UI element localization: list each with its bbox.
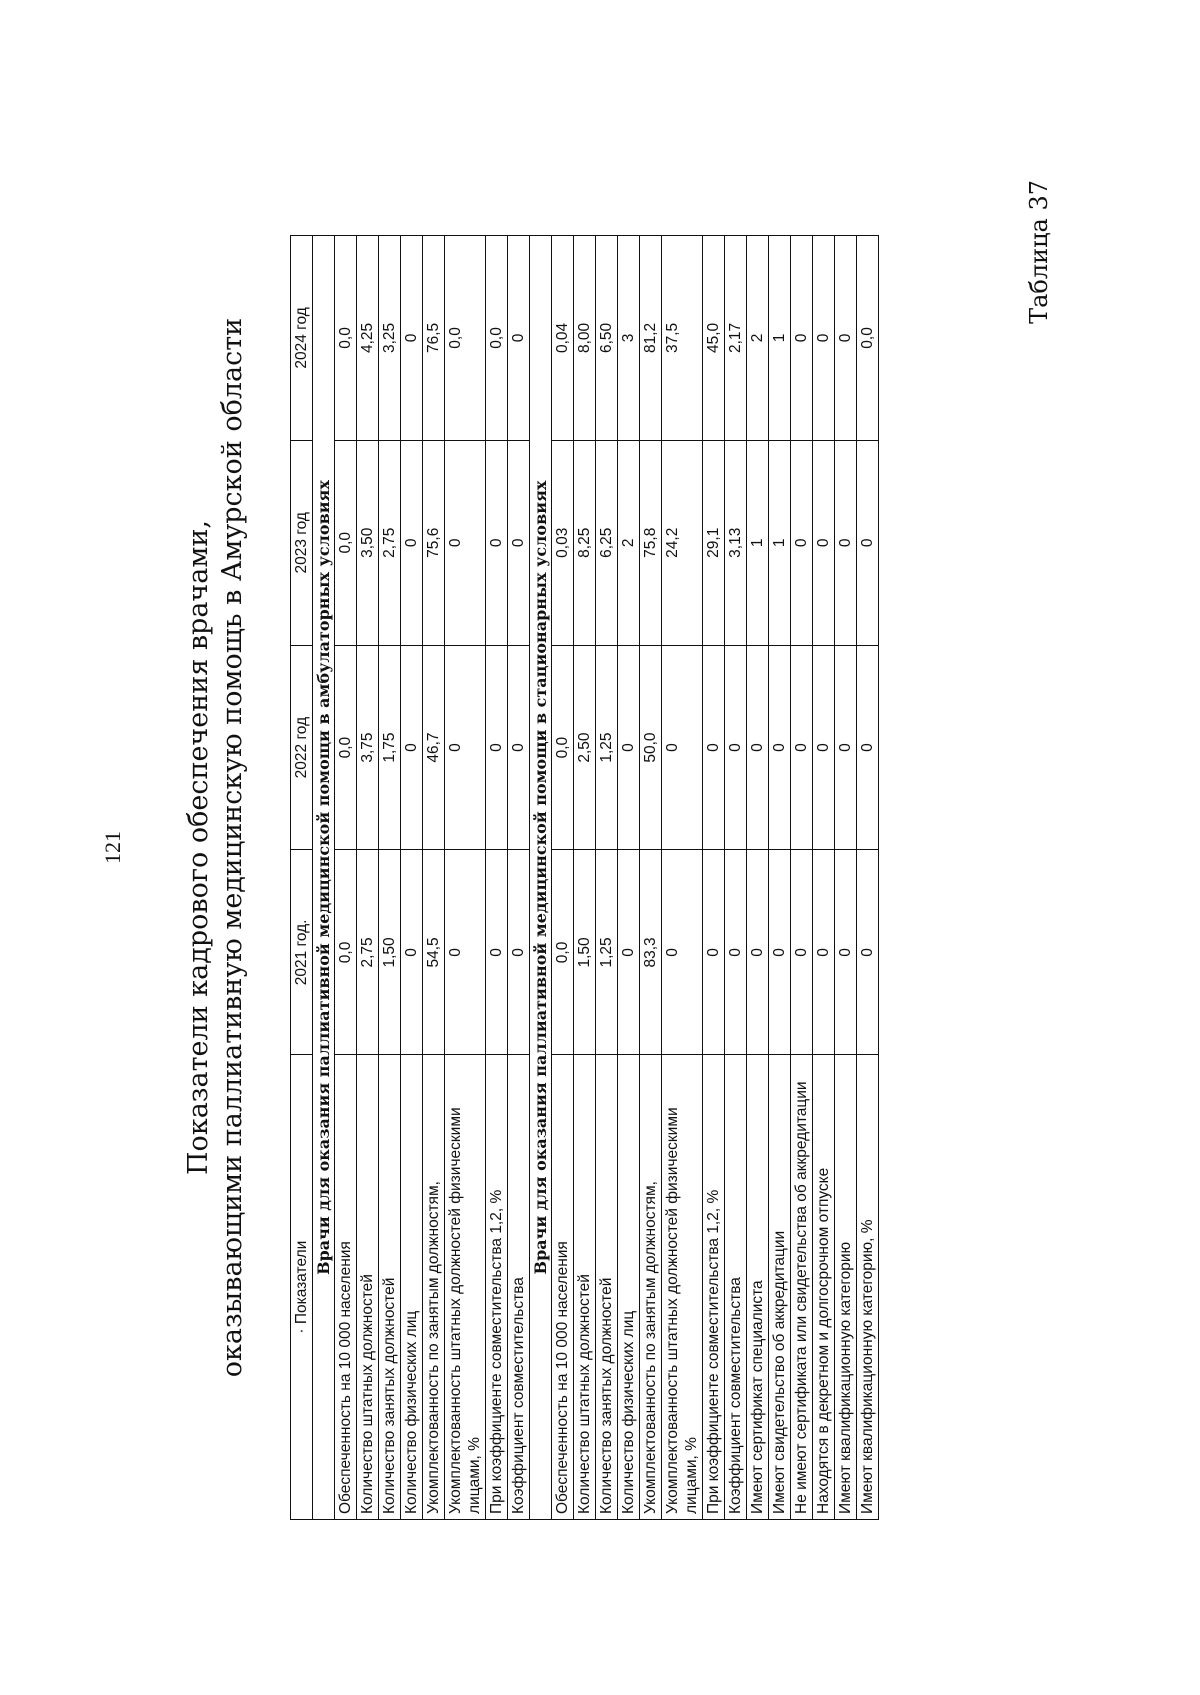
row-value: 0 [835, 236, 857, 441]
row-value: 0 [401, 236, 423, 441]
page-number: 121 [100, 831, 125, 864]
row-value: 0,0 [335, 850, 357, 1055]
row-value: 0 [725, 645, 747, 850]
table-row [401, 236, 423, 1520]
row-value: 0 [725, 850, 747, 1055]
row-value: 0 [703, 645, 725, 850]
row-value: 2 [747, 236, 769, 441]
row-value: 0 [791, 645, 813, 850]
row-label: Имеют свидетельство об аккредитации [769, 1055, 791, 1520]
table-row [574, 236, 596, 1520]
row-value: 0 [813, 645, 835, 850]
row-value: 6,25 [596, 440, 618, 645]
row-value: 0 [791, 850, 813, 1055]
row-value: 0 [486, 440, 508, 645]
table-row [486, 236, 508, 1520]
row-label: Количество физических лиц [401, 1055, 423, 1520]
row-value: 0,0 [445, 236, 486, 441]
table-row [508, 236, 530, 1520]
row-value: 0 [857, 645, 879, 850]
header-row [291, 236, 313, 1520]
row-value: 0 [835, 440, 857, 645]
table-row [596, 236, 618, 1520]
row-value: 75,6 [423, 440, 445, 645]
table-row [662, 236, 703, 1520]
section-row [530, 236, 552, 1520]
table-row [379, 236, 401, 1520]
document-title [182, 0, 250, 1695]
row-value: 1,50 [379, 850, 401, 1055]
row-label: Находятся в декретном и долгосрочном отпуске [813, 1055, 835, 1520]
row-label: Количество штатных должностей [357, 1055, 379, 1520]
row-label: Укомплектованность штатных должностей физическими лицами, % [445, 1055, 486, 1520]
title-line-2: оказывающими паллиативную медицинскую помощь в Амурской области [217, 317, 248, 1378]
row-label: Укомплектованность штатных должностей физическими лицами, % [662, 1055, 703, 1520]
header-2021: 2021 год. [291, 850, 313, 1055]
row-value: 0,0 [335, 440, 357, 645]
row-value: 46,7 [423, 645, 445, 850]
row-value: 1,75 [379, 645, 401, 850]
row-value: 0 [662, 645, 703, 850]
row-value: 0 [508, 645, 530, 850]
row-value: 0 [508, 440, 530, 645]
header-2024: 2024 год [291, 236, 313, 441]
row-value: 0 [401, 645, 423, 850]
row-value: 1,50 [574, 850, 596, 1055]
row-value: 2,50 [574, 645, 596, 850]
row-value: 4,25 [357, 236, 379, 441]
row-value: 24,2 [662, 440, 703, 645]
row-value: 2,75 [357, 850, 379, 1055]
row-value: 3,13 [725, 440, 747, 645]
row-value: 0 [445, 850, 486, 1055]
row-value: 0 [445, 645, 486, 850]
section-title: Врачи для оказания паллиативной медицинской помощи в стационарных условиях [530, 236, 552, 1520]
row-value: 2 [618, 440, 640, 645]
row-value: 0 [835, 850, 857, 1055]
row-value: 0 [618, 850, 640, 1055]
row-value: 0 [791, 236, 813, 441]
table-row [423, 236, 445, 1520]
row-label: Количество занятых должностей [379, 1055, 401, 1520]
table-label: Таблица 37 [1025, 180, 1053, 324]
row-label: Обеспеченность на 10 000 населения [552, 1055, 574, 1520]
row-value: 81,2 [640, 236, 662, 441]
table-row [747, 236, 769, 1520]
row-value: 54,5 [423, 850, 445, 1055]
row-value: 3,50 [357, 440, 379, 645]
row-value: 75,8 [640, 440, 662, 645]
header-indicator: · Показатели [291, 1055, 313, 1520]
row-label: При коэффициенте совместительства 1,2, % [486, 1055, 508, 1520]
row-value: 3,25 [379, 236, 401, 441]
row-label: Обеспеченность на 10 000 населения [335, 1055, 357, 1520]
table-row [835, 236, 857, 1520]
section-row [313, 236, 335, 1520]
row-value: 0 [401, 440, 423, 645]
row-value: 0,04 [552, 236, 574, 441]
row-label: Количество занятых должностей [596, 1055, 618, 1520]
table-row [725, 236, 747, 1520]
row-value: 0 [791, 440, 813, 645]
table-row [769, 236, 791, 1520]
row-value: 0 [857, 850, 879, 1055]
row-value: 1 [769, 440, 791, 645]
row-value: 3,75 [357, 645, 379, 850]
row-value: 0 [835, 645, 857, 850]
row-label: Количество штатных должностей [574, 1055, 596, 1520]
header-2023: 2023 год [291, 440, 313, 645]
row-value: 29,1 [703, 440, 725, 645]
table-row [857, 236, 879, 1520]
row-value: 0,0 [335, 645, 357, 850]
row-value: 1 [769, 236, 791, 441]
row-value: 0,0 [335, 236, 357, 441]
row-value: 45,0 [703, 236, 725, 441]
row-value: 0 [769, 645, 791, 850]
row-label: Количество физических лиц [618, 1055, 640, 1520]
row-value: 0 [445, 440, 486, 645]
row-value: 0 [401, 850, 423, 1055]
row-value: 0,0 [552, 645, 574, 850]
row-value: 0 [703, 850, 725, 1055]
row-value: 1 [747, 440, 769, 645]
row-label: При коэффициенте совместительства 1,2, % [703, 1055, 725, 1520]
table-row [813, 236, 835, 1520]
table-row [335, 236, 357, 1520]
row-label: Не имеют сертификата или свидетельства об аккредитации [791, 1055, 813, 1520]
row-value: 0 [486, 645, 508, 850]
row-value: 37,5 [662, 236, 703, 441]
row-value: 0 [486, 850, 508, 1055]
row-value: 0 [769, 850, 791, 1055]
row-value: 0 [508, 850, 530, 1055]
title-line-1: Показатели кадрового обеспечения врачами, [183, 520, 214, 1175]
row-value: 0,0 [857, 236, 879, 441]
row-value: 0 [618, 645, 640, 850]
row-value: 0 [857, 440, 879, 645]
table-row [357, 236, 379, 1520]
row-value: 0,0 [552, 850, 574, 1055]
row-label: Имеют квалификационную категорию, % [857, 1055, 879, 1520]
row-value: 1,25 [596, 645, 618, 850]
row-value: 1,25 [596, 850, 618, 1055]
header-2022: 2022 год [291, 645, 313, 850]
row-value: 83,3 [640, 850, 662, 1055]
row-value: 0 [813, 850, 835, 1055]
row-label: Коэффициент совместительства [725, 1055, 747, 1520]
table-row [640, 236, 662, 1520]
row-value: 76,5 [423, 236, 445, 441]
row-value: 0 [508, 236, 530, 441]
row-value: 0 [813, 236, 835, 441]
row-value: 2,17 [725, 236, 747, 441]
row-value: 8,25 [574, 440, 596, 645]
row-label: Имеют сертификат специалиста [747, 1055, 769, 1520]
table-body [313, 236, 879, 1520]
table-row [552, 236, 574, 1520]
table-row [791, 236, 813, 1520]
table-row [445, 236, 486, 1520]
row-value: 2,75 [379, 440, 401, 645]
row-label: Коэффициент совместительства [508, 1055, 530, 1520]
row-value: 0 [813, 440, 835, 645]
row-value: 0 [747, 850, 769, 1055]
row-value: 8,00 [574, 236, 596, 441]
row-label: Укомплектованность по занятым должностям, [423, 1055, 445, 1520]
section-title: Врачи для оказания паллиативной медицинской помощи в амбулаторных условиях [313, 236, 335, 1520]
staffing-table [290, 235, 879, 1520]
row-value: 3 [618, 236, 640, 441]
row-value: 0 [747, 645, 769, 850]
row-value: 50,0 [640, 645, 662, 850]
row-value: 0,0 [486, 236, 508, 441]
row-value: 6,50 [596, 236, 618, 441]
row-value: 0 [662, 850, 703, 1055]
row-label: Укомплектованность по занятым должностям, [640, 1055, 662, 1520]
table-row [703, 236, 725, 1520]
row-value: 0,03 [552, 440, 574, 645]
table-row [618, 236, 640, 1520]
row-label: Имеют квалификационную категорию [835, 1055, 857, 1520]
